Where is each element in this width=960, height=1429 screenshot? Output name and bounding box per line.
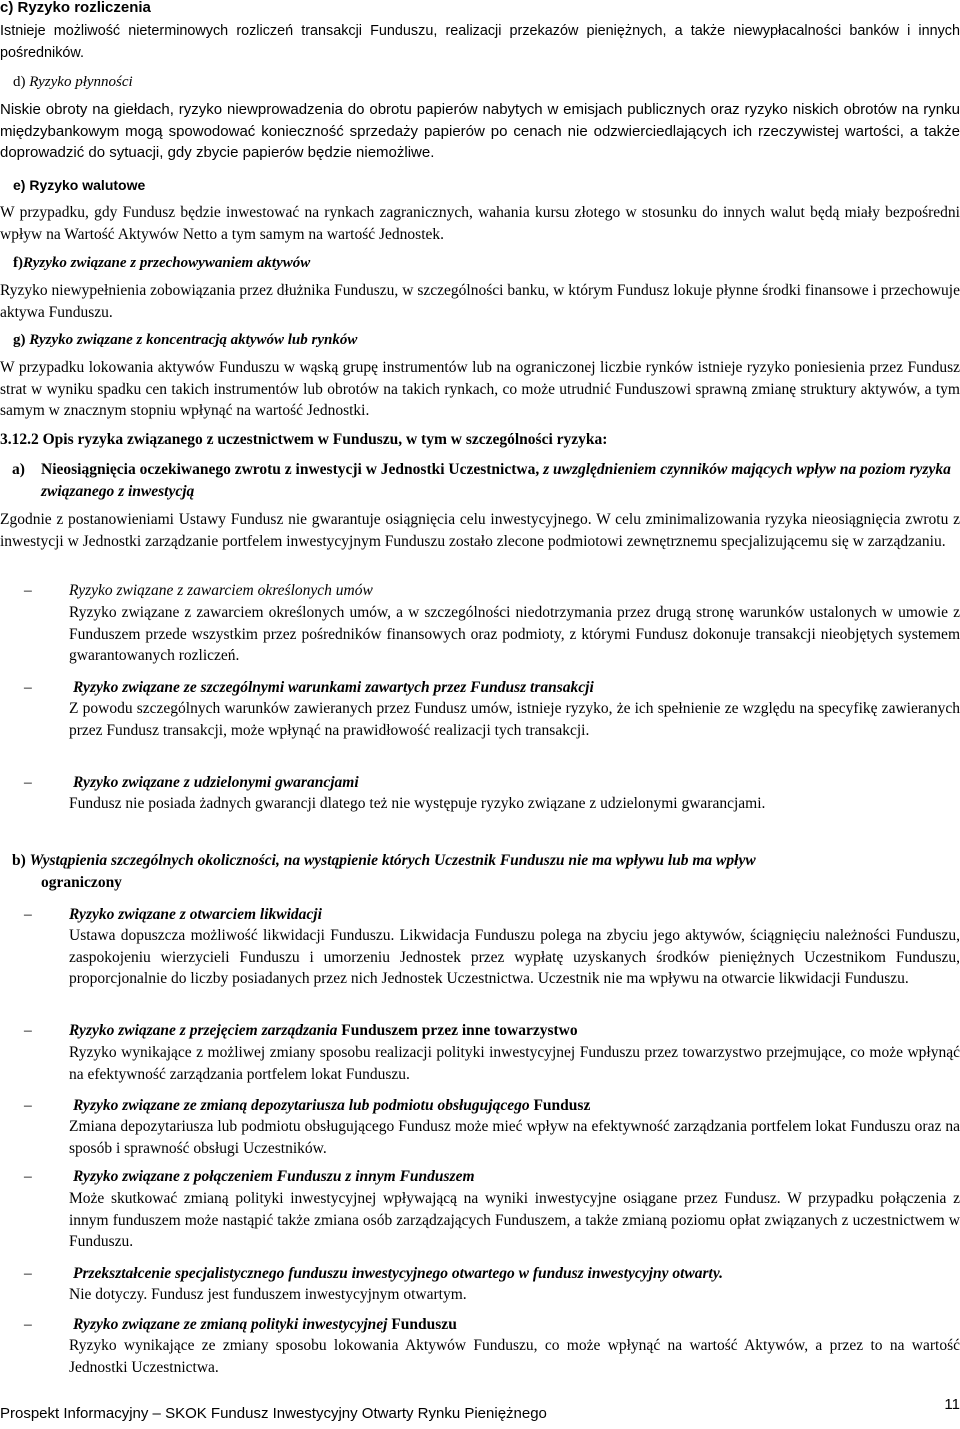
list-dash: – <box>24 679 32 696</box>
section-g-title: Ryzyko związane z koncentracją aktywów lub rynków <box>29 332 358 348</box>
section-d-label: d) <box>13 74 26 90</box>
section-b-item-3-title: Ryzyko związane ze zmianą depozytariusza lub podmiotu obsługującego <box>73 1097 530 1114</box>
section-b-item-2-title-row <box>69 1020 578 1042</box>
section-b-item-2-title: Ryzyko związane z przejęciem zarządzania <box>69 1022 338 1039</box>
section-d-body: Niskie obroty na giełdach, ryzyko niewprowadzenia do obrotu papierów nabytych w emisjach publicznych oraz ryzyko niskich obrotów na rynku międzybankowym mogą spowodować konieczność sprzedaży papierów po cenach nie odzwierciedlających ich rzeczywistej wartości, a także doprowadzić do sytuacji, gdy zbycie papierów będzie niemożliwe. <box>0 101 960 161</box>
section-f-heading <box>13 253 310 273</box>
list-dash: – <box>24 1168 32 1185</box>
section-c-body: Istnieje możliwość nieterminowych rozliczeń transakcji Funduszu, realizacji przekazów pieniężnych, a także niewypłacalności banków i innych pośredników. <box>0 23 960 61</box>
list-dash: – <box>24 1265 32 1282</box>
section-a-item-2-title: Ryzyko związane ze szczególnymi warunkami zawartych przez Fundusz transakcji <box>73 679 594 696</box>
section-a-item-1-title: Ryzyko związane z zawarciem określonych umów <box>69 582 373 599</box>
section-d-heading <box>13 72 133 92</box>
list-dash: – <box>24 774 32 791</box>
section-b-item-6-title-tail: Funduszu <box>391 1316 457 1333</box>
section-a-item-1-body: Ryzyko związane z zawarciem określonych umów, a w szczególności niedotrzymania przez drugą stronę warunków ustalonych w umowie z Funduszem przede wszystkim przez pośredników finansowych oraz podmioty, z którymi Fundusz dokonuje transakcji nieobjętych systemem gwarantowanych rozliczeń. <box>69 604 960 664</box>
section-f-title: Ryzyko związane z przechowywaniem aktywów <box>23 255 311 271</box>
section-a-body: Zgodnie z postanowieniami Ustawy Fundusz nie gwarantuje osiągnięcia celu inwestycyjnego. W celu zminimalizowania ryzyka nieosiągnięcia zwrotu z inwestycji w Jednostki zarządzanie portfelem inwestycyjnym Funduszu zostało zlecone podmiotowi zewnętrznemu specjalizującemu się w zarządzaniu. <box>0 511 960 550</box>
section-g-heading <box>13 330 357 350</box>
section-b-title: Wystąpienia szczególnych okoliczności, na wystąpienie których Uczestnik Funduszu nie ma wpływu lub ma wpływ <box>29 852 756 869</box>
section-g-label: g) <box>13 332 26 348</box>
list-dash: – <box>24 1097 32 1114</box>
list-dash: – <box>24 1022 32 1039</box>
section-e-heading: e) Ryzyko walutowe <box>13 177 146 193</box>
section-e-body: W przypadku, gdy Fundusz będzie inwestować na rynkach zagranicznych, wahania kursu złotego w stosunku do innych walut będą miały bezpośredni wpływ na Wartość Aktywów Netto a tym samym na wartość Jednostek. <box>0 204 960 243</box>
footer-text: Prospekt Informacyjny – SKOK Fundusz Inwestycyjny Otwarty Rynku Pieniężnego <box>0 1405 547 1422</box>
section-d-title: Ryzyko płynności <box>29 74 133 90</box>
section-a-item-3-title: Ryzyko związane z udzielonymi gwarancjami <box>73 774 359 791</box>
section-b-item-5-title: Przekształcenie specjalistycznego funduszu inwestycyjnego otwartego w fundusz inwestycyjny otwarty. <box>73 1265 724 1282</box>
section-a-title-bold: Nieosiągnięcia oczekiwanego zwrotu z inwestycji w Jednostki Uczestnictwa, <box>41 461 540 478</box>
list-dash: – <box>24 582 32 599</box>
list-dash: – <box>24 1316 32 1333</box>
section-a-item-2-body: Z powodu szczególnych warunków zawieranych przez Fundusz umów, istnieje ryzyko, że ich spełnienie ze względu na specyfikę zawieranych przez Fundusz transakcji, może wpłynąć na prawidłowość realizacji tych transakcji. <box>69 700 960 739</box>
section-b-item-1-body: Ustawa dopuszcza możliwość likwidacji Funduszu. Likwidacja Funduszu polega na zbyciu jego aktywów, ściągnięciu należności Funduszu, zaspokojeniu wierzycieli Funduszu i umorzeniu Jednostek przez wypłatę uzyskanych środków pieniężnych Uczestnikom Funduszu, proporcjonalnie do liczby posiadanych przez nich Jednostek Uczestnictwa. Uczestnik nie ma wpływu na otwarcie likwidacji Funduszu. <box>69 927 960 987</box>
section-c-heading: c) Ryzyko rozliczenia <box>0 0 151 16</box>
section-b-item-3-body: Zmiana depozytariusza lub podmiotu obsługującego Fundusz może mieć wpływ na efektywność zarządzania portfelem lokat Funduszu oraz na sposób i sprawność obsługi Uczestników. <box>69 1118 960 1157</box>
page-number: 11 <box>944 1396 960 1413</box>
section-b-item-5-body: Nie dotyczy. Fundusz jest funduszem inwestycyjnym otwartym. <box>69 1286 467 1303</box>
section-f-label: f) <box>13 255 23 271</box>
section-b-heading-line1 <box>12 851 756 871</box>
section-b-item-3-title-row <box>73 1095 590 1117</box>
section-b-item-4-body: Może skutkować zmianą polityki inwestycyjnej wpływającą na wyniki inwestycyjne osiągane przez Fundusz. W przypadku połączenia z innym funduszem może nastąpić także zmiana osób zarządzających Funduszem, a także zmianą poziomu opłat związanych z uczestnictwem w Funduszu. <box>69 1190 960 1250</box>
section-g-body: W przypadku lokowania aktywów Funduszu w wąską grupę instrumentów lub na ograniczonej liczbie rynków istnieje ryzyko poniesienia przez Fundusz strat w wyniku spadku cen takich instrumentów lub obrotów na takich rynkach, co może utrudnić Funduszowi sprawną zmianę struktury aktywów, a tym samym w znacznym stopniu wpłynąć na wartość Jednostki. <box>0 359 960 419</box>
section-3-12-2-heading: 3.12.2 Opis ryzyka związanego z uczestnictwem w Funduszu, w tym w szczególności ryzyka: <box>0 431 608 448</box>
section-a-item-3-body: Fundusz nie posiada żadnych gwarancji dlatego też nie występuje ryzyko związane z udzielonymi gwarancjami. <box>69 795 766 812</box>
section-b-item-6-title: Ryzyko związane ze zmianą polityki inwestycyjnej <box>73 1316 388 1333</box>
section-b-item-3-title-tail: Fundusz <box>533 1097 591 1114</box>
section-b-heading-line2: ograniczony <box>41 874 122 891</box>
section-b-item-1-title: Ryzyko związane z otwarciem likwidacji <box>69 906 322 923</box>
section-b-item-6-title-row <box>73 1314 457 1336</box>
section-a-label: a) <box>12 461 25 478</box>
section-b-item-4-title: Ryzyko związane z połączeniem Funduszu z innym Funduszem <box>73 1168 475 1185</box>
section-b-label: b) <box>12 852 26 869</box>
section-b-item-2-body: Ryzyko wynikające z możliwej zmiany sposobu realizacji polityki inwestycyjnej Funduszu przez towarzystwo przejmujące, co może wpłynąć na efektywność zarządzania portfelem lokat Funduszu. <box>69 1044 960 1083</box>
section-b-item-6-body: Ryzyko wynikające ze zmiany sposobu lokowania Aktywów Funduszu, co może wpłynąć na wartość Aktywów, a przez to na wartość Jednostki Uczestnictwa. <box>69 1337 960 1376</box>
section-a-title-italic: z uwzględnieniem czynników mających wpływ na poziom ryzyka związanego z inwestycją <box>41 461 951 500</box>
section-b-item-2-title-tail: Funduszem przez inne towarzystwo <box>341 1022 578 1039</box>
list-dash: – <box>24 906 32 923</box>
section-a-heading <box>12 459 960 502</box>
section-f-body: Ryzyko niewypełnienia zobowiązania przez dłużnika Funduszu, w szczególności banku, w którym Fundusz lokuje płynne środki finansowe i przechowuje aktywa Funduszu. <box>0 282 960 321</box>
